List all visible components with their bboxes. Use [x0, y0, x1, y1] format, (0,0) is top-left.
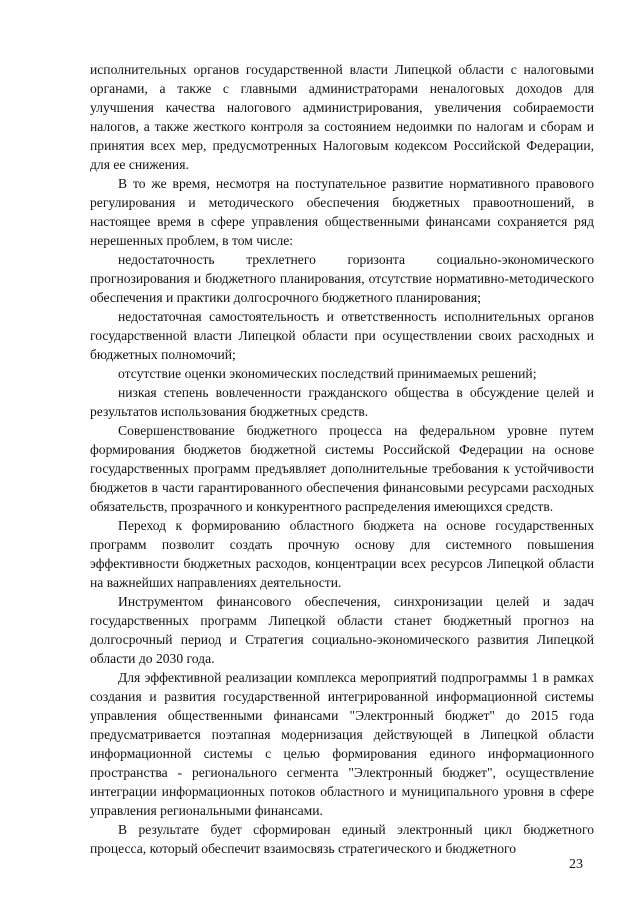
list-item: отсутствие оценки экономических последствий принимаемых решений;	[118, 366, 537, 381]
paragraph: Переход к формированию областного бюджета на основе государственных программ позволит создать прочную основу для системного повышения эффективности бюджетных расходов, концентрации всех ресурсов Липецкой области на важнейших направлениях деятельности.	[90, 518, 594, 590]
page-number: 23	[569, 857, 583, 872]
paragraph: В результате будет сформирован единый электронный цикл бюджетного процесса, который обеспечит взаимосвязь стратегического и бюджетного	[90, 822, 594, 856]
paragraph: Совершенствование бюджетного процесса на федеральном уровне путем формирования бюджетов бюджетной системы Российской Федерации на основе государственных программ предъявляет дополнительные требования к устойчивости бюджетов в части гарантированного обеспечения финансовыми ресурсами расходных обязательств, прозрачного и конкурентного распределения имеющихся средств.	[90, 423, 594, 514]
paragraph: В то же время, несмотря на поступательное развитие нормативного правового регулирования и методического обеспечения бюджетных правоотношений, в настоящее время в сфере управления общественными финансами сохраняется ряд нерешенных проблем, в том числе:	[90, 176, 594, 248]
paragraph: исполнительных органов государственной власти Липецкой области с налоговыми органами, а также с главными администраторами неналоговых доходов для улучшения качества налогового администрирования, увеличения собираемости налогов, а также жесткого контроля за состоянием недоимки по налогам и сборам и принятия всех мер, предусмотренных Налоговым кодексом Российской Федерации, для ее снижения.	[90, 62, 594, 172]
paragraph: Инструментом финансового обеспечения, синхронизации целей и задач государственных программ Липецкой области станет бюджетный прогноз на долгосрочный период и Стратегия социально-экономического развития Липецкой области до 2030 года.	[90, 594, 594, 666]
list-item: недостаточность трехлетнего горизонта социально-экономического прогнозирования и бюджетного планирования, отсутствие нормативно-методического обеспечения и практики долгосрочного бюджетного планирования;	[90, 252, 594, 305]
document-body	[90, 60, 594, 858]
list-item: низкая степень вовлеченности гражданского общества в обсуждение целей и результатов использования бюджетных средств.	[90, 385, 594, 419]
paragraph: Для эффективной реализации комплекса мероприятий подпрограммы 1 в рамках создания и развития государственной интегрированной информационной системы управления общественными финансами "Электронный бюджет" до 2015 года предусматривается поэтапная модернизация действующей в Липецкой области информационной системы с целью формирования единого информационного пространства - регионального сегмента "Электронный бюджет", осуществление интеграции информационных потоков областного и муниципального уровня в сфере управления региональными финансами.	[90, 670, 594, 818]
list-item: недостаточная самостоятельность и ответственность исполнительных органов государственной власти Липецкой области при осуществлении своих расходных и бюджетных полномочий;	[90, 309, 594, 362]
